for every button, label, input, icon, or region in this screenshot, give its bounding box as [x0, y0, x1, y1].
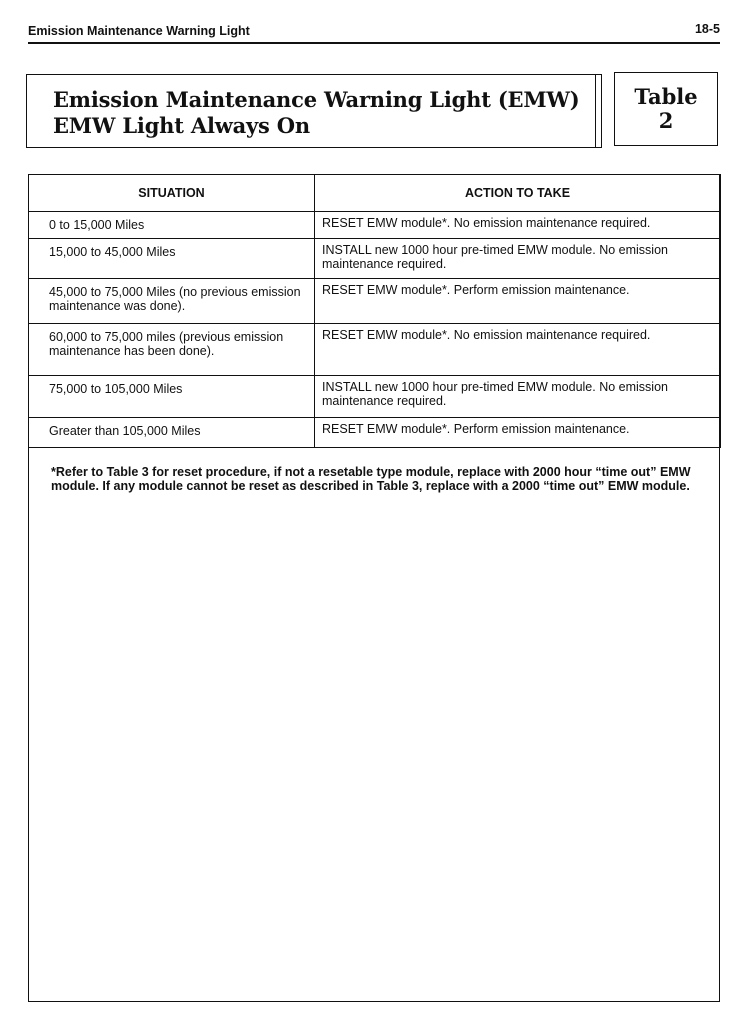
table-row	[29, 212, 721, 239]
action-cell: RESET EMW module*. Perform emission maintenance.	[315, 418, 721, 448]
content-frame	[28, 174, 720, 1002]
table-row	[29, 324, 721, 376]
table-label-number: 2	[658, 108, 674, 133]
table-header-row	[29, 175, 721, 212]
table-row	[29, 239, 721, 279]
page-title: Emission Maintenance Warning Light (EMW)	[53, 87, 580, 112]
column-header-situation: SITUATION	[29, 175, 315, 212]
situation-cell: 45,000 to 75,000 Miles (no previous emission maintenance was done).	[29, 279, 315, 324]
action-cell: INSTALL new 1000 hour pre-timed EMW module. No emission maintenance required.	[315, 239, 721, 279]
running-header	[28, 24, 720, 42]
situation-action-table	[28, 174, 721, 448]
table-label-word: Table	[634, 84, 698, 109]
footnote: *Refer to Table 3 for reset procedure, if not a resetable type module, replace with 2000 hour “time out” EMW module. If any module cannot be reset as described in Table 3, replace with a 2000 “time out” EMW module.	[51, 465, 691, 493]
column-header-action: ACTION TO TAKE	[315, 175, 721, 212]
section-title: Emission Maintenance Warning Light	[28, 24, 250, 38]
situation-cell: 60,000 to 75,000 miles (previous emission maintenance has been done).	[29, 324, 315, 376]
table-label-box	[614, 72, 718, 146]
situation-cell: 0 to 15,000 Miles	[29, 212, 315, 239]
header-rule	[28, 42, 720, 44]
situation-cell: Greater than 105,000 Miles	[29, 418, 315, 448]
action-cell: RESET EMW module*. No emission maintenance required.	[315, 212, 721, 239]
table-row	[29, 279, 721, 324]
page-number: 18-5	[694, 22, 720, 36]
table-row	[29, 376, 721, 418]
situation-cell: 75,000 to 105,000 Miles	[29, 376, 315, 418]
title-box	[26, 74, 602, 148]
page-subtitle: EMW Light Always On	[53, 113, 310, 138]
situation-cell: 15,000 to 45,000 Miles	[29, 239, 315, 279]
table-row	[29, 418, 721, 448]
action-cell: RESET EMW module*. No emission maintenance required.	[315, 324, 721, 376]
action-cell: INSTALL new 1000 hour pre-timed EMW module. No emission maintenance required.	[315, 376, 721, 418]
action-cell: RESET EMW module*. Perform emission maintenance.	[315, 279, 721, 324]
